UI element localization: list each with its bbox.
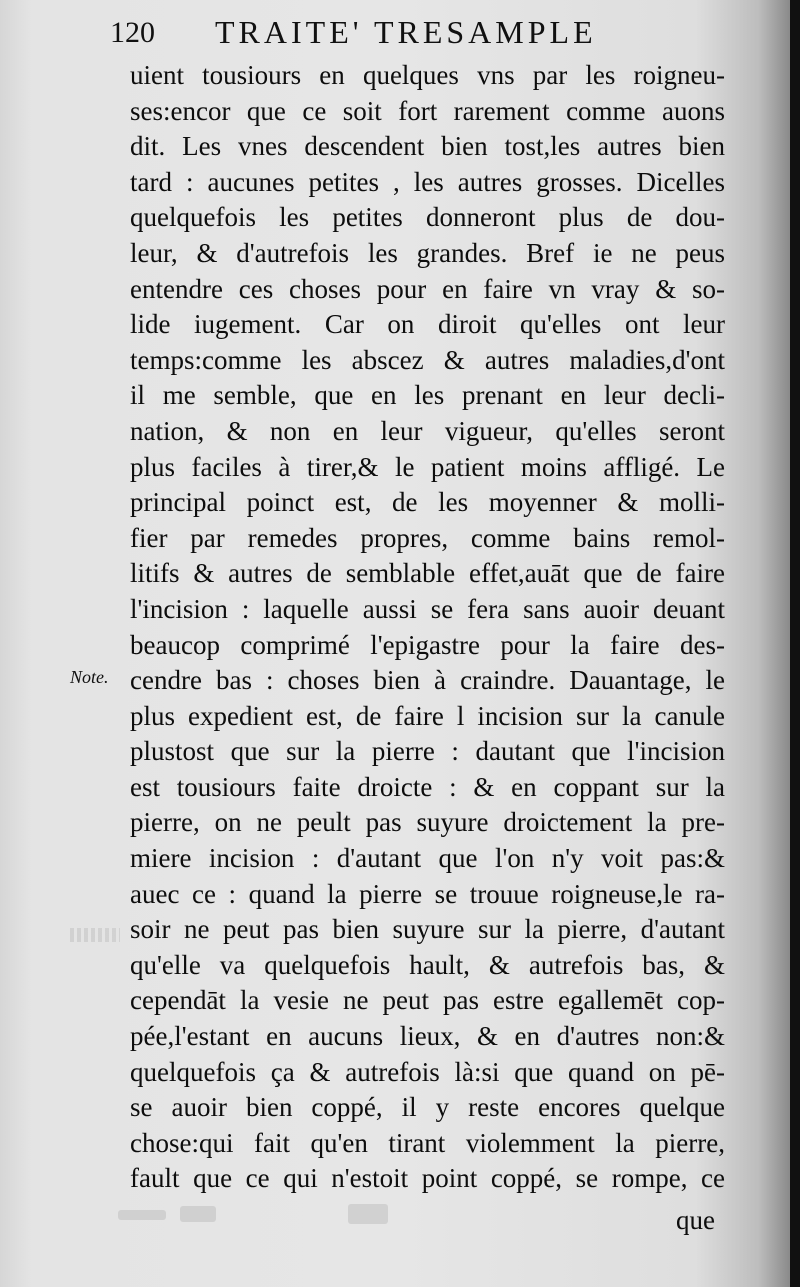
text-line: est tousiours faite droicte : & en coppant sur la	[130, 771, 725, 802]
text-line: nation, & non en leur vigueur, qu'elles seront	[130, 415, 725, 446]
scan-edge-shadow	[790, 0, 800, 1287]
body-text	[130, 58, 725, 1197]
show-through-ink	[118, 1202, 398, 1228]
text-line: fier par remedes propres, comme bains remol-	[130, 522, 725, 553]
text-line: entendre ces choses pour en faire vn vray & so-	[130, 273, 725, 304]
text-line: tard : aucunes petites , les autres grosses. Dicelles	[130, 166, 725, 197]
text-line: cependāt la vesie ne peut pas estre egallemēt cop-	[130, 985, 725, 1016]
text-line: uient tousiours en quelques vns par les roigneu-	[130, 60, 725, 90]
text-line: quelquefois les petites donneront plus de dou-	[130, 202, 725, 233]
text-line: soir ne peut pas bien suyure sur la pierre, d'autant	[130, 914, 725, 945]
text-line: miere incision : d'autant que l'on n'y voit pas:&	[130, 843, 725, 874]
text-line: l'incision : laquelle aussi se fera sans auoir deuant	[130, 593, 725, 624]
marginal-note: Note.	[70, 667, 109, 687]
text-line: beaucop comprimé l'epigastre pour la faire des-	[130, 629, 725, 660]
text-line: fault que ce qui n'estoit point coppé, se rompe, ce	[130, 1163, 725, 1194]
text-line: plustost que sur la pierre : dautant que l'incision	[130, 736, 725, 767]
text-line: qu'elle va quelquefois hault, & autrefois bas, &	[130, 949, 725, 980]
text-line: cendre bas : choses bien à craindre. Dauantage, le	[130, 665, 725, 696]
text-line: se auoir bien coppé, il y reste encores quelque	[130, 1092, 725, 1123]
text-line: ses:encor que ce soit fort rarement comme auons	[130, 95, 725, 126]
catchword: que	[676, 1205, 715, 1235]
text-line: temps:comme les abscez & autres maladies,d'ont	[130, 344, 725, 375]
text-line: dit. Les vnes descendent bien tost,les autres bien	[130, 131, 725, 162]
text-line: lide iugement. Car on diroit qu'elles ont leur	[130, 309, 725, 340]
page-header	[110, 14, 670, 54]
text-line: quelquefois ça & autrefois là:si que quand on pē-	[130, 1056, 725, 1087]
text-line: litifs & autres de semblable effet,auāt que de faire	[130, 558, 725, 589]
ink-bleed-mark	[70, 928, 120, 942]
text-line: leur, & d'autrefois les grandes. Bref ie ne peus	[130, 237, 725, 268]
text-line: pierre, on ne peult pas suyure droictement la pre-	[130, 807, 725, 838]
text-line: il me semble, que en les prenant en leur decli-	[130, 380, 725, 411]
page-number: 120	[110, 16, 155, 49]
text-line: auec ce : quand la pierre se trouue roigneuse,le ra-	[130, 878, 725, 909]
text-line: plus expedient est, de faire l incision sur la canule	[130, 700, 725, 731]
text-line: principal poinct est, de les moyenner & molli-	[130, 487, 725, 518]
running-title: TRAITE' TRESAMPLE	[215, 14, 597, 50]
text-line: plus faciles à tirer,& le patient moins affligé. Le	[130, 451, 725, 482]
text-line: pée,l'estant en aucuns lieux, & en d'autres non:&	[130, 1021, 725, 1052]
text-line: chose:qui fait qu'en tirant violemment la pierre,	[130, 1127, 725, 1158]
